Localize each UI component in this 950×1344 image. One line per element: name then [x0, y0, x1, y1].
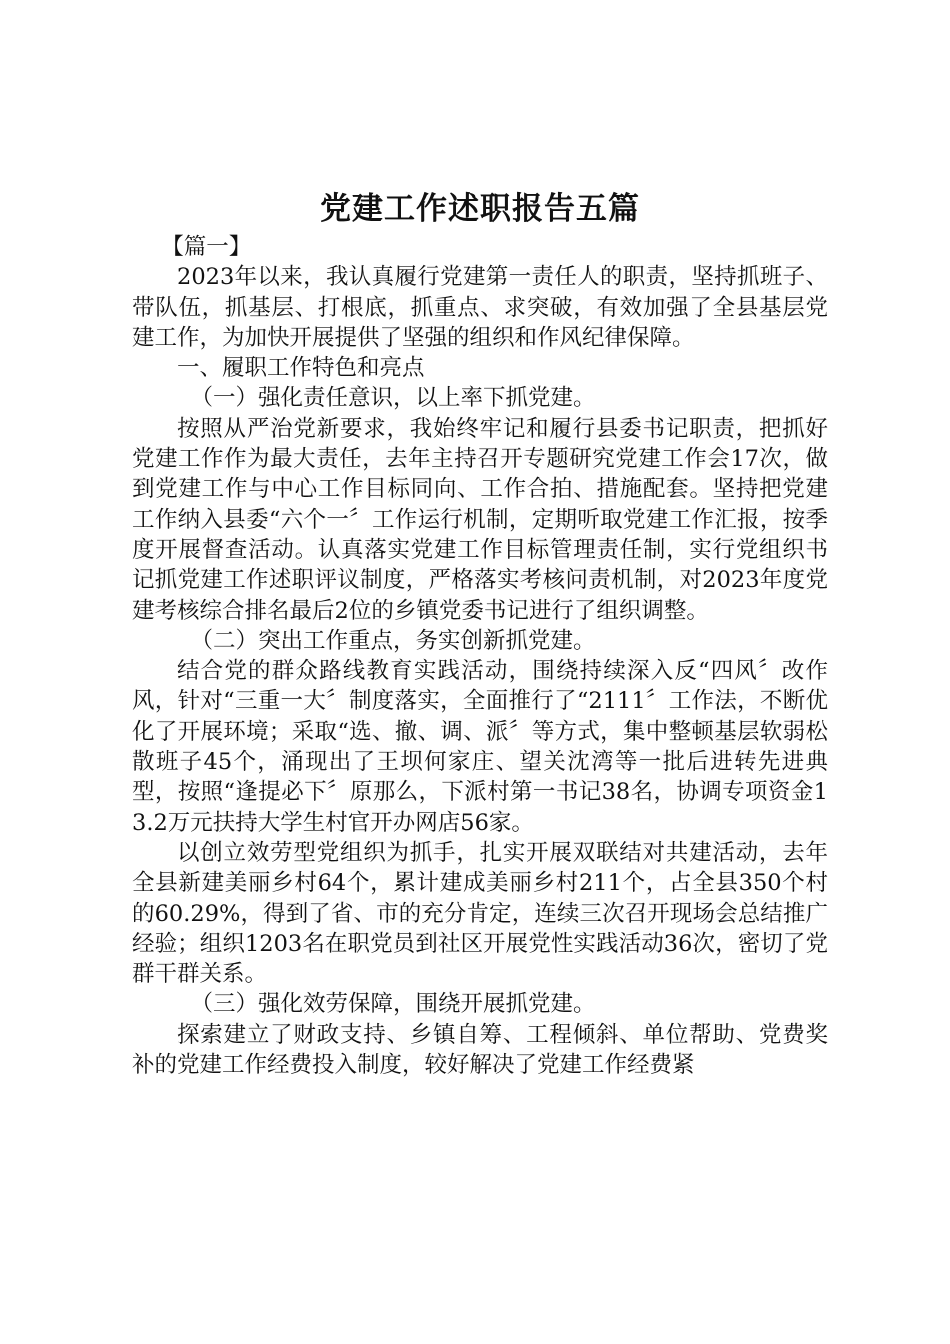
section-label: 【篇一】: [161, 234, 252, 260]
document-page: [132, 0, 828, 1080]
subsection-heading: （一）强化责任意识，以上率下抓党建。: [190, 385, 596, 412]
section-heading: 一、履职工作特色和亮点: [177, 355, 425, 382]
document-title: 党建工作述职报告五篇: [320, 191, 640, 227]
body-paragraph: 探索建立了财政支持、乡镇自筹、工程倾斜、单位帮助、党费奖补的党建工作经费投入制度，较好解决了党建工作经费紧: [132, 1021, 828, 1079]
subsection-heading: （二）突出工作重点，务实创新抓党建。: [190, 627, 596, 654]
subsection-heading: （三）强化效劳保障，围绕开展抓党建。: [190, 991, 596, 1018]
body-paragraph: 2023年以来，我认真履行党建第一责任人的职责，坚持抓班子、带队伍，抓基层、打根底，抓重点、求突破，有效加强了全县基层党建工作，为加快开展提供了坚强的组织和作风纪律保障。: [132, 264, 828, 351]
body-paragraph: 结合党的群众路线教育实践活动，围绕持续深入反“四风〞改作风，针对“三重一大〞制度落实，全面推行了“2111〞工作法，不断优化了开展环境；采取“选、撤、调、派〞等方式，集中整顿基层软弱松散班子45个，涌现出了王坝何家庄、望关沈湾等一批后进转先进典型，按照“逢提必下〞原那么，下派村第一书记38名，协调专项资金13.2万元扶持大学生村官开办网店56家。: [132, 658, 828, 836]
body-paragraph: 按照从严治党新要求，我始终牢记和履行县委书记职责，把抓好党建工作作为最大责任，去年主持召开专题研究党建工作会17次，做到党建工作与中心工作目标同向、工作合拍、措施配套。坚持把党建工作纳入县委“六个一〞工作运行机制，定期听取党建工作汇报，按季度开展督查活动。认真落实党建工作目标管理责任制，实行党组织书记抓党建工作述职评议制度，严格落实考核问责机制，对2023年度党建考核综合排名最后2位的乡镇党委书记进行了组织调整。: [132, 415, 828, 624]
body-paragraph: 以创立效劳型党组织为抓手，扎实开展双联结对共建活动，去年全县新建美丽乡村64个，累计建成美丽乡村211个，占全县350个村的60.29%，得到了省、市的充分肯定，连续三次召开现场会总结推广经验；组织1203名在职党员到社区开展党性实践活动36次，密切了党群干群关系。: [132, 839, 828, 988]
